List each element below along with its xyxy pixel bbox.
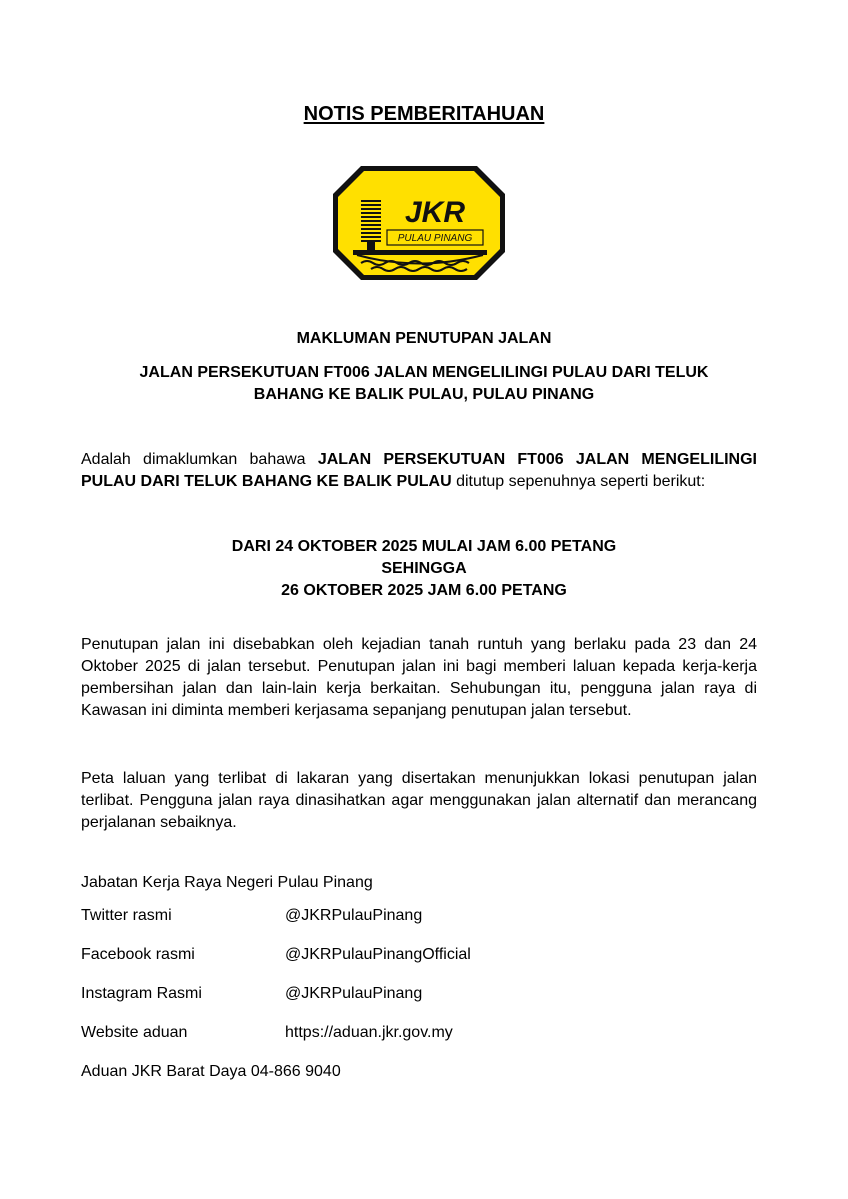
intro-suffix: ditutup sepenuhnya seperti berikut: <box>451 473 706 490</box>
logo-brand-text: JKR <box>404 196 466 229</box>
schedule-from: DARI 24 OKTOBER 2025 MULAI JAM 6.00 PETANG <box>231 538 617 555</box>
closure-reason-paragraph: Penutupan jalan ini disebabkan oleh kejadian tanah runtuh yang berlaku pada 23 dan 24 Oktober 2025 di jalan tersebut. Penutupan jalan ini bagi memberi laluan kepada kerja-kerja pembersihan jalan dan lain-lain kerja berkaitan. Sehubungan itu, pengguna jalan raya di Kawasan ini diminta memberi kerjasama sepanjang penutupan jalan tersebut. <box>81 636 757 719</box>
intro-paragraph <box>81 449 757 493</box>
intro-prefix: Adalah dimaklumkan bahawa <box>81 451 318 468</box>
contact-website[interactable]: https://aduan.jkr.gov.my <box>285 1024 453 1041</box>
contact-label: Website aduan <box>81 1024 188 1041</box>
contact-label: Instagram Rasmi <box>81 985 202 1002</box>
schedule-to: 26 OKTOBER 2025 JAM 6.00 PETANG <box>281 582 567 599</box>
intro-road: JALAN PERSEKUTUAN FT006 JALAN MENGELILINGI PULAU DARI TELUK BAHANG KE BALIK PULAU <box>81 451 757 490</box>
road-name-line2: BAHANG KE BALIK PULAU, PULAU PINANG <box>253 386 595 403</box>
contact-label: Facebook rasmi <box>81 946 195 963</box>
logo-region-text: PULAU PINANG <box>397 233 473 244</box>
route-map-paragraph: Peta laluan yang terlibat di lakaran yang disertakan menunjukkan lokasi penutupan jalan terlibat. Pengguna jalan raya dinasihatkan agar menggunakan jalan alternatif dan merancang perjalanan sebaiknya. <box>81 770 757 831</box>
contact-twitter[interactable]: @JKRPulauPinang <box>285 907 423 924</box>
issuer-name: Jabatan Kerja Raya Negeri Pulau Pinang <box>81 874 373 891</box>
jkr-logo <box>331 164 507 282</box>
schedule-until: SEHINGGA <box>381 560 467 577</box>
contact-facebook[interactable]: @JKRPulauPinangOfficial <box>285 946 471 963</box>
contact-label: Twitter rasmi <box>81 907 172 924</box>
notice-heading: MAKLUMAN PENUTUPAN JALAN <box>296 330 552 347</box>
road-name-line1: JALAN PERSEKUTUAN FT006 JALAN MENGELILINGI PULAU DARI TELUK <box>139 364 709 381</box>
notice-title: NOTIS PEMBERITAHUAN <box>303 103 545 125</box>
hotline: Aduan JKR Barat Daya 04-866 9040 <box>81 1063 341 1080</box>
contact-instagram[interactable]: @JKRPulauPinang <box>285 985 423 1002</box>
